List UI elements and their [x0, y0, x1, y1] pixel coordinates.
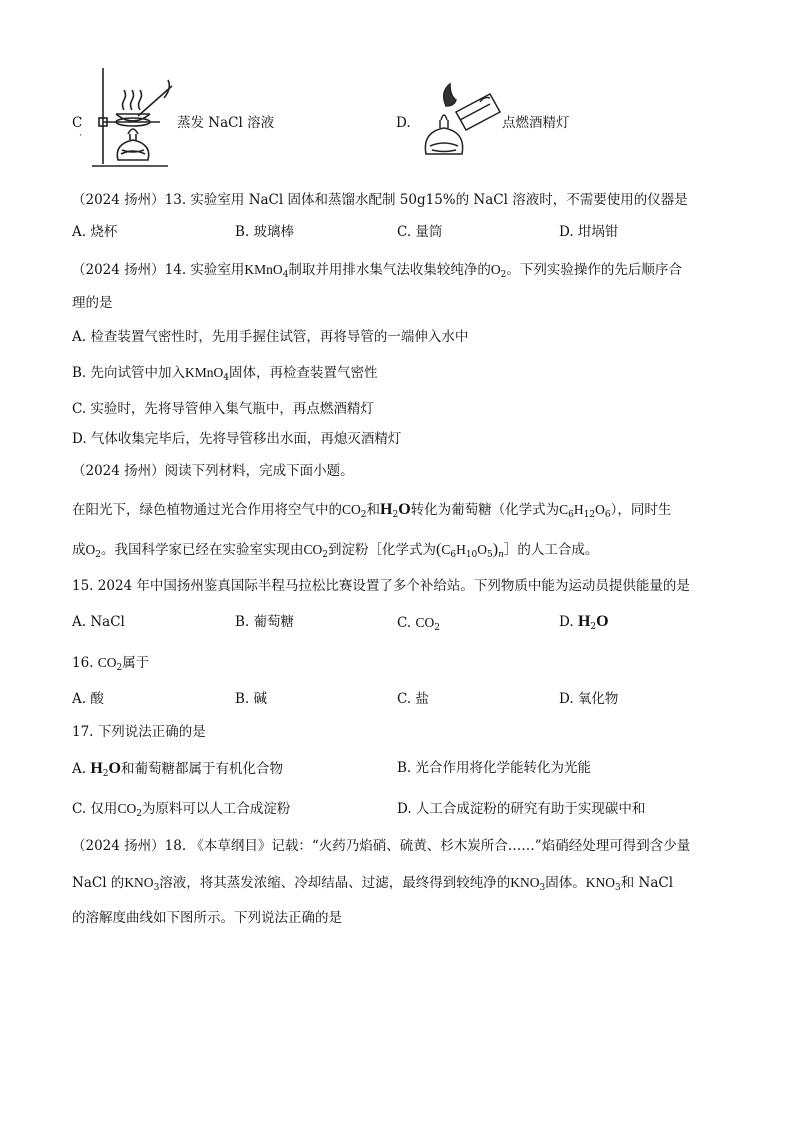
q13-stem: （2024 扬州）13. 实验室用 NaCl 固体和蒸馏水配制 50g15%的 NaCl 溶液时，不需要使用的仪器是 [72, 192, 688, 208]
q16-option-a: A. 酸 [72, 691, 104, 707]
reading-paragraph-line1: 在阳光下，绿色植物通过光合作用将空气中的$CO_2$和$H_2O$转化为葡萄糖（化学式为$C_6H_{12}O_6$），同时生 [72, 501, 672, 520]
q17-option-b: B. 光合作用将化学能转化为光能 [397, 760, 592, 776]
q15-stem: 15. 2024 年中国扬州鉴真国际半程马拉松比赛设置了多个补给站。下列物质中能为运动员提供能量的是 [72, 578, 690, 594]
evaporation-apparatus-figure [88, 64, 180, 172]
q13-option-c: C. 量筒 [397, 224, 443, 240]
q17-option-d: D. 人工合成淀粉的研究有助于实现碳中和 [397, 801, 646, 817]
q15-option-c: C. $CO_2$ [397, 615, 440, 633]
option-c-text: 蒸发 NaCl 溶液 [177, 115, 275, 131]
lighting-alcohol-lamp-figure [420, 80, 506, 164]
q14-stem-line2: 理的是 [72, 295, 113, 311]
reading-paragraph-line2: 成$O_2$。我国科学家已经在实验室实现由$CO_2$到淀粉［化学式为$(C_6H_{10}O_5)_n]$的人工合成。 [72, 541, 599, 560]
q14-option-a: A. 检查装置气密性时，先用手握住试管，再将导管的一端伸入水中 [72, 329, 469, 345]
option-c-label: C [72, 115, 83, 131]
q15-option-d: D. $H_2O$ [559, 613, 609, 632]
q14-option-b: B. 先向试管中加入KMnO$_4$固体，再检查装置气密性 [72, 365, 378, 383]
q16-option-c: C. 盐 [397, 691, 429, 707]
reading-intro: （2024 扬州）阅读下列材料，完成下面小题。 [72, 463, 354, 479]
option-d-text: 点燃酒精灯 [502, 115, 570, 131]
q15-option-b: B. 葡萄糖 [235, 614, 295, 630]
q18-line1: （2024 扬州）18. 《本草纲目》记载：“火药乃焰硝、硫黄、杉木炭所合……”焰硝经处理可得到含少量 [72, 838, 691, 854]
q17-option-a: A. $H_2O$和葡萄糖都属于有机化合物 [72, 760, 283, 779]
q16-option-b: B. 碱 [235, 691, 268, 707]
q16-option-d: D. 氧化物 [559, 691, 619, 707]
option-d-label: D. [396, 115, 411, 131]
q14-option-d: D. 气体收集完毕后，先将导管移出水面，再熄灭酒精灯 [72, 431, 402, 447]
q18-line2: NaCl 的$KNO_3$溶液，将其蒸发浓缩、冷却结晶、过滤，最终得到较纯净的$KNO_3$固体。$KNO_3$和 NaCl [72, 875, 674, 893]
q16-stem: 16. $CO_2$属于 [72, 655, 150, 673]
q13-option-a: A. 烧杯 [72, 224, 118, 240]
q15-option-a: A. NaCl [72, 614, 125, 630]
q17-stem: 17. 下列说法正确的是 [72, 724, 206, 740]
q18-line3: 的溶解度曲线如下图所示。下列说法正确的是 [72, 910, 342, 926]
q13-option-b: B. 玻璃棒 [235, 224, 295, 240]
q17-option-c: C. 仅用$CO_2$为原料可以人工合成淀粉 [72, 801, 291, 819]
q14-option-c: C. 实验时，先将导管伸入集气瓶中，再点燃酒精灯 [72, 401, 374, 417]
option-c-dot: · [79, 131, 82, 141]
q13-option-d: D. 坩埚钳 [559, 224, 619, 240]
q14-stem-line1: （2024 扬州）14. 实验室用KMnO$_4$制取并用排水集气法收集较纯净的$O_2$。下列实验操作的先后顺序合 [72, 262, 682, 280]
